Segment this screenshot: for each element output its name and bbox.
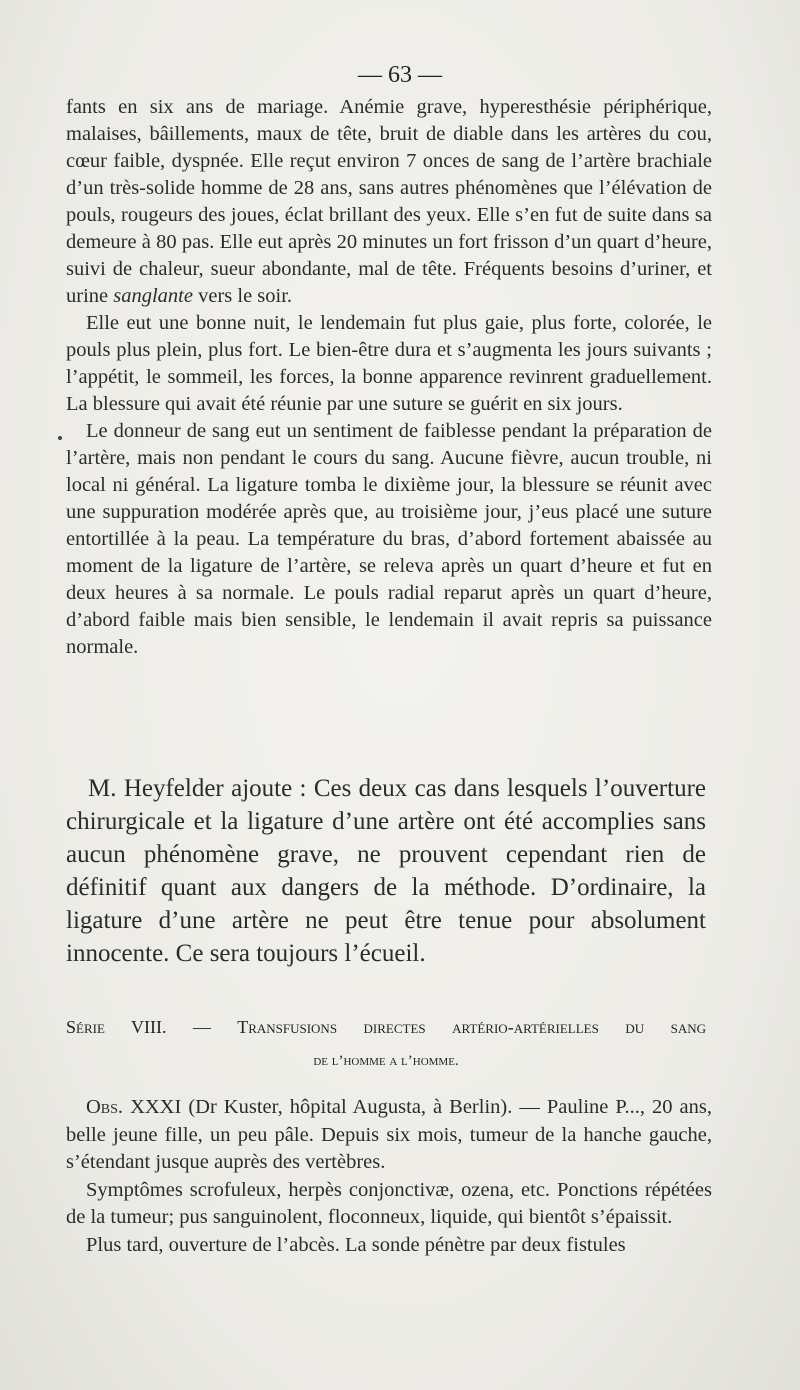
commentary-text: M. Heyfelder ajoute : Ces deux cas dans lesquels l’ouverture chirurgicale et la ligature d’une artère ont été accomplies sans aucun phénomène grave, ne prouvent cependant rien de définitif quant aux dangers de la méthode. D’ordinaire, la ligature d’une artère ne peut être tenue pour absolument innocente. Ce sera toujours l’écueil. [66, 775, 706, 967]
series-heading [66, 1010, 706, 1078]
series-heading-line2: de l’homme a l’homme. [313, 1053, 459, 1069]
observation-title [66, 1094, 712, 1177]
paragraph-text: fants en six ans de mariage. Anémie grave, hyperesthésie périphérique, malaises, bâillements, maux de tête, bruit de diable dans les artères du cou, cœur faible, dyspnée. Elle reçut environ 7 onces de sang de l’artère brachiale d’un très-solide homme de 28 ans, sans autres phénomènes que l’élévation de pouls, rougeurs des joues, éclat brillant des yeux. Elle s’en fut de suite dans sa demeure à 80 pas. Elle eut après 20 minutes un fort frisson d’un quart d’heure, suivi de chaleur, sueur abondante, mal de tête. Fréquents besoins d’uriner, et urine [66, 96, 712, 307]
paragraph-case-intro [66, 94, 712, 310]
paragraph-text-end: vers le soir. [192, 285, 293, 307]
paragraph-donor: Le donneur de sang eut un sentiment de faiblesse pendant la préparation de l’artère, mais non pendant le cours du sang. Aucune fièvre, aucun trouble, ni local ni général. La ligature tomba le dixième jour, la blessure se réunit avec une suppuration modérée après que, au troisième jour, j’eus placé une suture entortillée à la peau. La température du bras, d’abord fortement abaissée au moment de la ligature de l’artère, se releva après un quart d’heure et fut en deux heures à sa normale. Le pouls radial reparut après un quart d’heure, d’abord faible mais bien sensible, le lendemain il avait repris sa puissance normale. [66, 420, 712, 658]
observation-title-text: XXXI (Dr Kuster, hôpital Augusta, à Berlin). — Pauline P..., 20 ans, belle jeune fille, un peu pâle. Depuis six mois, tumeur de la hanche gauche, s’étendant jusque auprès des vertèbres. [66, 1096, 712, 1173]
paragraph-abscess: Plus tard, ouverture de l’abcès. La sonde pénètre par deux fistules [86, 1233, 626, 1256]
page-number: — 63 — [358, 62, 442, 88]
case-continuation-text [66, 94, 712, 661]
paragraph-recovery: Elle eut une bonne nuit, le lendemain fut plus gaie, plus forte, colorée, le pouls plus plein, plus fort. Le bien-être dura et s’augmenta les jours suivants ; l’appétit, le sommeil, les forces, la bonne apparence revinrent graduellement. La blessure qui avait été réunie par une suture se guérit en six jours. [66, 312, 712, 415]
series-heading-line1: Série VIII. — Transfusions directes artério-artérielles du sang [66, 1017, 706, 1037]
paragraph-symptoms: Symptômes scrofuleux, herpès conjonctivæ, ozena, etc. Ponctions répétées de la tumeur; pus sanguinolent, floconneux, liquide, qui bientôt s’épaissit. [66, 1178, 712, 1228]
observation-label: Obs. [86, 1096, 124, 1118]
observation-text [66, 1094, 712, 1259]
margin-mark [58, 436, 62, 440]
commentary-paragraph [66, 772, 706, 970]
emphasis-sanglante: sanglante [113, 285, 193, 307]
